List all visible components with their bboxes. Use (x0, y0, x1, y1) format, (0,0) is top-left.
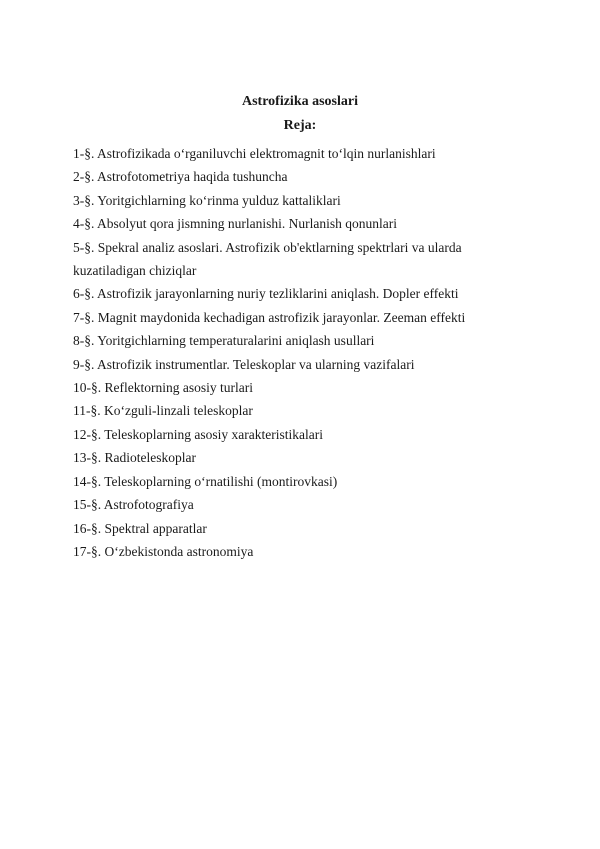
document-title: Astrofizika asoslari (241, 94, 358, 109)
toc-item: 11-§. Ko‘zguli-linzali teleskoplar (73, 403, 253, 419)
toc-item: 15-§. Astrofotografiya (73, 497, 194, 513)
toc-item: 10-§. Reflektorning asosiy turlari (73, 380, 253, 396)
toc-item: 9-§. Astrofizik instrumentlar. Teleskoplar va ularning vazifalari (73, 356, 415, 372)
toc-item: 13-§. Radioteleskoplar (73, 450, 196, 466)
toc-item: 8-§. Yoritgichlarning temperaturalarini aniqlash usullari (73, 333, 375, 349)
toc-item: 6-§. Astrofizik jarayonlarning nuriy tezliklarini aniqlash. Dopler effekti (73, 286, 459, 302)
table-of-contents (73, 142, 533, 563)
toc-item: 7-§. Magnit maydonida kechadigan astrofizik jarayonlar. Zeeman effekti (73, 309, 466, 325)
toc-item: 12-§. Teleskoplarning asosiy xarakteristikalari (73, 426, 323, 442)
toc-item: 14-§. Teleskoplarning o‘rnatilishi (montirovkasi) (73, 473, 338, 489)
plan-heading: Reja: (283, 118, 317, 133)
toc-item: 3-§. Yoritgichlarning ko‘rinma yulduz kattaliklari (73, 192, 341, 208)
toc-item: 16-§. Spektral apparatlar (73, 520, 207, 536)
toc-item: 1-§. Astrofizikada o‘rganiluvchi elektromagnit to‘lqin nurlanishlari (73, 146, 436, 161)
toc-item: 2-§. Astrofotometriya haqida tushuncha (73, 169, 288, 185)
toc-item: 17-§. O‘zbekistonda astronomiya (73, 543, 254, 559)
toc-item: 4-§. Absolyut qora jismning nurlanishi. Nurlanish qonunlari (73, 216, 397, 232)
toc-item: 5-§. Spekral analiz asoslari. Astrofizik ob'ektlarning spektrlari va ularda kuzatiladigan chiziqlar (73, 239, 462, 279)
